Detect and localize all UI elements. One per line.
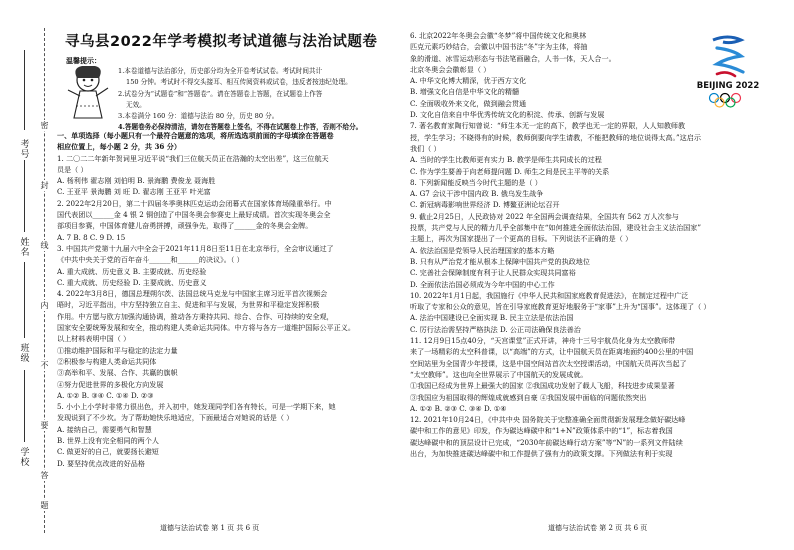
option-line: C. 完善社会保障制度有利于让人民群众实现共同富裕: [410, 268, 576, 278]
question-line: 授，学生学习；不晓得有的时候，教师倒要向学生请教，不能把教师的地位说得太高。”这启示: [410, 132, 701, 142]
question-line: 主题上，再次为国家提出了一个更高的目标。下列说法不正确的是（ ）: [410, 234, 633, 244]
option-line: C. 重大成就、历史经验 D. 主要成就、历史意义: [57, 277, 207, 287]
question-line: 国代表团以______金 4 银 2 铜创造了中国冬奥会参赛史上最好成绩。首次实现冬奥会全: [57, 210, 331, 220]
seal-char: 内: [40, 301, 49, 310]
seal-char: 密: [40, 121, 49, 130]
binding-strip: [0, 0, 52, 550]
page-footer-right: 道德与法治试卷 第 2 页 共 6 页: [548, 524, 648, 532]
question-line: “太空教师”。这也向全世界展示了中国航天的发展成就。: [410, 369, 588, 379]
option-line: A. 中华文化博大精深，优于西方文化: [410, 76, 527, 86]
option-line: A. ①② B. ③④ C. ①④ D. ②③: [57, 390, 154, 400]
question-line: 北京冬奥会会徽彰显（ ）: [410, 64, 491, 74]
question-line: 5. 小小上小学时非常力很出色，并入初中，她发现同学们各有特长，可是一学期下来，她: [57, 402, 336, 412]
option-line: D. 要坚持优点改进的好品格: [57, 458, 145, 468]
tip-line: 3.本卷满分 160 分：道德与法治 80 分，历史 80 分。: [118, 112, 279, 121]
class-line: [24, 262, 25, 338]
seal-char: 线: [40, 241, 49, 250]
section-heading: 一、单项选择（每小题只有一个最符合题意的选项，将所选选项前面的字母填涂在答题卷: [57, 131, 334, 140]
question-line: 出台，为加快推进碳达峰碳中和工作提供了强有力的政策支撑。下列做法有利于实现: [410, 448, 673, 458]
option-line: C. 新冠病毒影响世界经济 D. 博鳌亚洲论坛召开: [410, 200, 560, 210]
statement-line: ①我国已经成为世界上最强大的国家 ②我国成功发射了载人飞船，科技进步成果显著: [410, 381, 675, 391]
question-line: 9. 截止2月25日，人民政协对 2022 年全国两会调查结果，全国共有 562 万人次参与: [410, 211, 679, 221]
question-line: 1. 二〇二二年新年贺词里习近平说“我们三位航天员正在浩瀚的太空出差”，这三位航天: [57, 153, 329, 163]
statement-line: ③高举和平、发展、合作、共赢的旗帜: [57, 368, 178, 378]
option-line: A. 7 B. 8 C. 9 D. 15: [57, 232, 126, 242]
tip-line: 150 分钟。考试时不得交头接耳、相互传阅资料或试卷，违反者按违纪处理。: [126, 78, 352, 87]
seal-char: 题: [40, 501, 49, 510]
question-line: 听取了专家和公众的意见，旨在引导家庭教育更好地服务于“家事”上升为“国事”。这体现了（ ）: [410, 302, 711, 312]
option-line: A. 法治中国建设已全面实现 B. 民主立法是依法治国: [410, 313, 574, 323]
seal-char: 答: [40, 471, 49, 480]
tips-label: 温馨提示：: [66, 56, 101, 65]
option-line: D. 文化自信来自中华优秀传统文化的积淀、传承、创新与发展: [410, 110, 605, 120]
option-line: C. 厉行法治需坚持严格执法 D. 公正司法确保良法善治: [410, 324, 581, 334]
question-line: 碳达峰碳中和的顶层设计已完成，“2030年前碳达峰行动方案”等“N”的一系列文件陆续: [410, 437, 683, 447]
seal-char: 封: [40, 181, 49, 190]
name-line: [24, 160, 25, 232]
question-line: 我们（ ）: [410, 143, 441, 153]
question-line: 象的滑道、冰雪运动形态与书法笔画融合，人书一体，天人合一。: [410, 53, 616, 63]
question-line: 11. 12月9日15点40分，“天宫课堂”正式开讲，神舟十三号宇航员化身为太空教师带: [410, 336, 676, 346]
option-line: B. 只有从严治党才能从根本上保障中国共产党的执政地位: [410, 256, 590, 266]
exam-number-line: [24, 50, 25, 130]
statement-line: ④努力促进世界的多极化方向发展: [57, 379, 164, 389]
left-column: [57, 130, 397, 469]
section-heading: 相应位置上，每小题 2 分，共 36 分）: [57, 142, 181, 152]
question-line: 《中共中央关于党的百年奋斗______和______的决议》。（ ）: [57, 255, 244, 265]
question-line: 投票，共产党与人民的精力几乎全部集中在“如何推进全面依法治国，建设社会主义法治国家”: [410, 223, 702, 233]
question-line: 部项目参赛，中国体育健儿奋勇拼搏，顽强争先，取得了______金的冬奥会金牌。: [57, 221, 313, 231]
option-line: A. ①② B. ②③ C. ③④ D. ①④: [410, 403, 507, 413]
exam-title: 寻乌县2022年学考模拟考试道德与法治试题卷: [65, 34, 378, 50]
option-line: A. 杨利伟 翟志刚 刘伯明 B. 景海鹏 费俊龙 聂海胜: [57, 176, 216, 186]
tip-line: 4.答题卷务必保持清洁，请勿在答题卷上签名，不得在试题卷上作答，否则不给分。: [118, 123, 363, 132]
tip-line: 1.本卷道德与法治部分，历史部分均为全开卷考试试卷。考试时间共计: [118, 67, 323, 75]
seal-char: 要: [40, 421, 49, 430]
question-line: 晤时，习近平指出，中方坚持独立自主、促进和平与发展，为世界和平稳定发挥积极: [57, 300, 320, 310]
right-column: [410, 30, 780, 459]
question-line: 2. 2022年2月20日，第二十四届冬季奥林匹克运动会闭幕式在国家体育场隆重举行。中: [57, 198, 332, 208]
question-line: 7. 著名教育家陶行知曾说：“师生本无一定的高下，教学也无一定的界限，人人知教师教: [410, 121, 686, 131]
seal-line: [44, 28, 45, 533]
class-label: 班级: [20, 344, 30, 364]
question-line: 发现说到了不少坎。为了帮助她快乐地适应，下面最适合对她说的话是（ ）: [57, 413, 294, 423]
question-line: 10. 2022年1月1日起，我国施行《中华人民共和国家庭教育促进法》，在制定过程中广泛: [410, 290, 689, 300]
statement-line: ③我国应为祖国取得的辉煌成就感到自豪 ④我国发展中面临的问题依然突出: [410, 392, 647, 402]
question-line: 以上材料表明中国（ ）: [57, 334, 131, 344]
question-line: 8. 下列新闻能反映当今时代主题的是（ ）: [410, 177, 542, 187]
page-footer-left: 道德与法治试卷 第 1 页 共 6 页: [160, 524, 260, 532]
statement-line: ②积极参与构建人类命运共同体: [57, 356, 157, 366]
statement-line: ①推动维护国际和平与稳定的法定力量: [57, 345, 178, 355]
option-line: A. 依法治国是党领导人民治理国家的基本方略: [410, 245, 555, 255]
tips-block: [118, 66, 398, 134]
question-line: 国家安全要统筹发展和安全，推动构建人类命运共同体。中方将与各方一道维护国际公平正义。: [57, 323, 355, 333]
question-line: 来了一场精彩的太空科普课，以“高端”的方式，让中国航天员在距离地面约400公里的中国: [410, 347, 694, 357]
question-line: 6. 北京2022年冬奥会会徽“冬梦”将中国传统文化和奥林: [410, 31, 587, 40]
option-line: D. 全面依法治国必须成为今年中国的中心工作: [410, 279, 555, 289]
question-line: 4. 2022年3月8日，德国总理朔尔茨、法国总统马克龙与中国家主席习近平首次视频会: [57, 289, 328, 299]
question-line: 员是（ ）: [57, 164, 88, 174]
option-line: B. 世界上没有完全相同的两个人: [57, 436, 159, 446]
tip-line: 2.试卷分为“试题卷”和“答题卷”。请在答题卷上答题，在试题卷上作答: [118, 89, 323, 98]
name-label: 姓名: [20, 238, 30, 258]
question-line: 碳中和工作的意见》印发，作为碳达峰碳中和“1+N”政策体系中的“1”，标志着我国: [410, 426, 673, 436]
seal-char: 不: [40, 361, 49, 370]
question-line: 匹克元素巧妙结合，会徽以中国书法“冬”字为主体，将抽: [410, 42, 588, 52]
option-line: A. G7 会议干涉中国内政 B. 俄乌发生战争: [410, 189, 544, 199]
option-line: C. 做更好的自己，就要扬长避短: [57, 447, 159, 457]
question-line: 作用。中方愿与欧方加强沟通协调，推动各方秉持共同、综合、合作、可持续的安全观，: [57, 311, 334, 321]
option-line: C. 全面吸收外来文化，做到融会贯通: [410, 98, 527, 108]
cartoon-girl-icon: [62, 56, 114, 126]
question-line: 空间站里为全国青少年授课，这是中国空间站首次太空授课活动，中国航天员再次当起了: [410, 358, 687, 368]
option-line: A. 重大成就、历史意义 B. 主要成就、历史经验: [57, 266, 207, 276]
school-label: 学校: [20, 448, 30, 468]
option-line: A. 当时的学生比教师更有实力 B. 教学是师生共同成长的过程: [410, 155, 602, 165]
logo-text: BEIJING 2022: [696, 81, 760, 91]
exam-number-label: 考号: [20, 140, 30, 160]
option-line: A. 接纳自己，需要勇气和智慧: [57, 424, 152, 434]
option-line: C. 王亚平 景海鹏 刘 旺 D. 翟志刚 王亚平 叶光富: [57, 187, 211, 197]
option-line: B. 增强文化自信是中华文化的精髓: [410, 87, 520, 97]
option-line: C. 作为学生要善于向老师提问题 D. 师生之间是民主平等的关系: [410, 166, 610, 176]
school-line: [24, 370, 25, 442]
question-line: 12. 2021年10月24日，《中共中央 国务院关于完整准确全面贯彻新发展理念做好碳达峰: [410, 415, 686, 425]
tip-line: 无效。: [126, 100, 146, 109]
question-line: 3. 中国共产党第十九届六中全会于2021年11月8日至11日在北京举行，全会审议通过了: [57, 243, 334, 253]
